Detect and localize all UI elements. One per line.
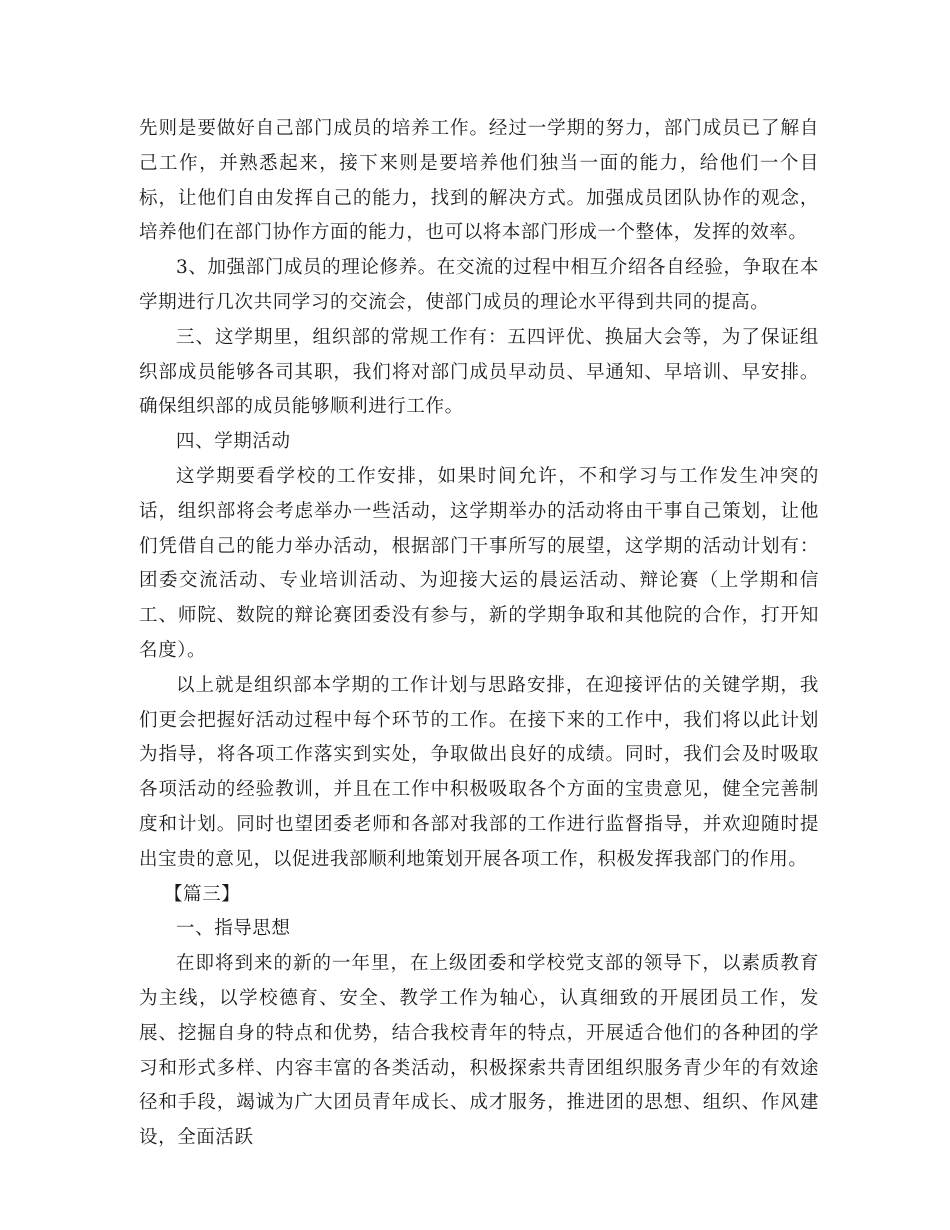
paragraph-guiding-ideology: 在即将到来的新的一年里，在上级团委和学校党支部的领导下，以素质教育为主线，以学校德育、安全、教学工作为轴心，认真细致的开展团员工作，发展、挖掘自身的特点和优势，结合我校青年的特点，开展适合他们的各种团的学习和形式多样、内容丰富的各类活动，积极探索共青团组织服务青少年的有效途径和手段，竭诚为广大团员青年成长、成才服务，推进团的思想、组织、作风建设，全面活跃 <box>139 953 819 1149</box>
heading-semester-activities: 四、学期活动 <box>176 431 291 453</box>
paragraph-member-training: 先则是要做好自己部门成员的培养工作。经过一学期的努力，部门成员已了解自己工作，并熟悉起来，接下来则是要培养他们独当一面的能力，给他们一个目标，让他们自由发挥自己的能力，找到的解决方式。加强成员团队协作的观念，培养他们在部门协作方面的能力，也可以将本部门形成一个整体，发挥的效率。 <box>139 118 819 244</box>
heading-guiding-ideology: 一、指导思想 <box>176 918 291 940</box>
section-title-part-three: 【篇三】 <box>164 883 241 905</box>
document-body <box>139 112 819 1156</box>
paragraph-theory-study: 3、加强部门成员的理论修养。在交流的过程中相互介绍各自经验，争取在本学期进行几次共同学习的交流会，使部门成员的理论水平得到共同的提高。 <box>139 257 819 313</box>
paragraph-routine-work: 三、这学期里，组织部的常规工作有：五四评优、换届大会等，为了保证组织部成员能够各司其职，我们将对部门成员早动员、早通知、早培训、早安排。确保组织部的成员能够顺利进行工作。 <box>139 326 819 418</box>
paragraph-summary: 以上就是组织部本学期的工作计划与思路安排，在迎接评估的关键学期，我们更会把握好活动过程中每个环节的工作。在接下来的工作中，我们将以此计划为指导，将各项工作落实到实处，争取做出良好的成绩。同时，我们会及时吸取各项活动的经验教训，并且在工作中积极吸取各个方面的宝贵意见，健全完善制度和计划。同时也望团委老师和各部对我部的工作进行监督指导，并欢迎随时提出宝贵的意见，以促进我部顺利地策划开展各项工作，积极发挥我部门的作用。 <box>139 674 819 870</box>
paragraph-activity-plan: 这学期要看学校的工作安排，如果时间允许，不和学习与工作发生冲突的话，组织部将会考虑举办一些活动，这学期举办的活动将由干事自己策划，让他们凭借自己的能力举办活动，根据部门干事所写的展望，这学期的活动计划有：团委交流活动、专业培训活动、为迎接大运的晨运活动、辩论赛（上学期和信工、师院、数院的辩论赛团委没有参与，新的学期争取和其他院的合作，打开知名度）。 <box>139 465 819 661</box>
